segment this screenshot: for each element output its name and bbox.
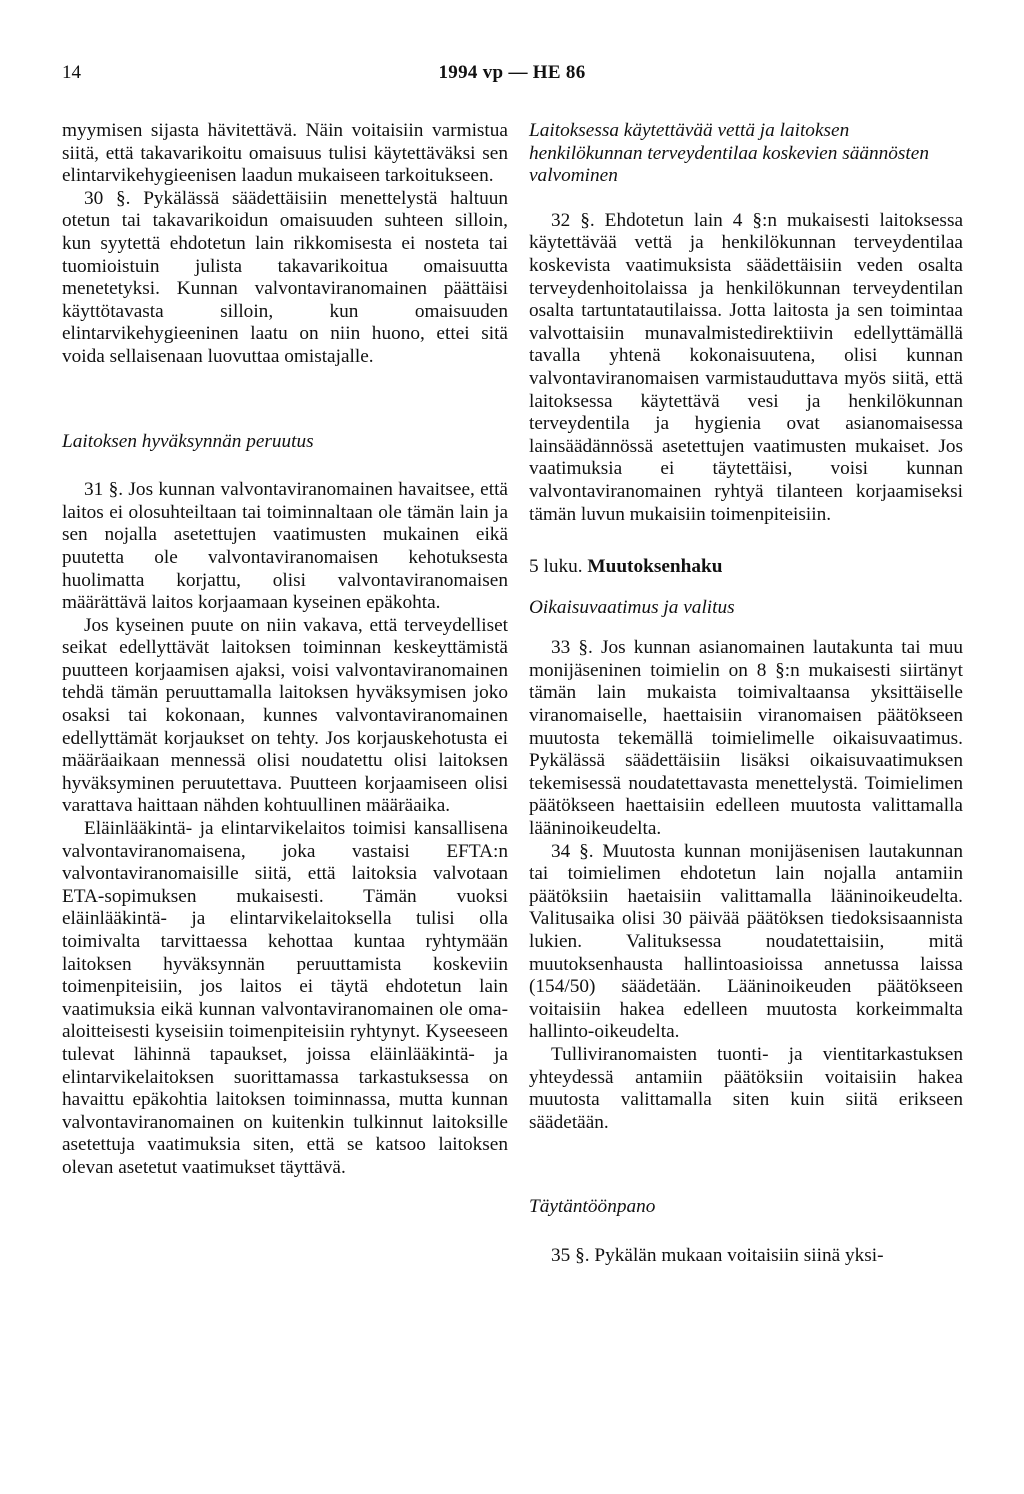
paragraph: Eläinlääkintä- ja elintarvikelaitos toimisi kansallisena valvontaviranomaisena, joka vastaisi EFTA:n valvontaviranomaisille siitä, että laitoksia valvotaan ETA-sopimuksen mukaisesti. Tämän vuoksi eläinlääkintä- ja elintarvikelaitoksella tulisi olla toimivalta tarvittaessa kehottaa kuntaa ryhtymään laitoksen hyväksynnän peruuttamista koskeviin toimenpiteisiin, jos laitos ei täytä ehdotetun lain vaatimuksia eikä kunnan valvontaviranomainen ole oma-aloitteisesti kyseisiin toimenpiteisiin ryhtynyt. Kyseeseen tulevat lähinnä tapaukset, joissa eläinlääkintä- ja elintarvikelaitoksen suorittamassa tarkastuksessa on havaittu epäkohtia laitoksen toiminnassa, mutta kunnan valvontaviranomainen on kuitenkin tulkinnut laitoksille asetettuja vaatimuksia siten, että se katsoo laitoksen olevan asetetut vaatimukset täyttävä. xyxy=(62,818,508,1178)
paragraph: Tulliviranomaisten tuonti- ja vientitarkastuksen yhteydessä antamiin päätöksiin voitaisiin hakea muutosta valittamalla siten kuin siitä erikseen säädetään. xyxy=(529,1043,963,1133)
paragraph: 35 §. Pykälän mukaan voitaisiin siinä yksi- xyxy=(551,1244,884,1266)
running-head: 1994 vp — HE 86 xyxy=(438,62,586,83)
right-column xyxy=(529,120,963,1268)
page-number: 14 xyxy=(62,62,81,83)
section-heading: Laitoksessa käytettävää vettä ja laitoksen henkilökunnan terveydentilaa koskevien säännösten valvominen xyxy=(529,120,929,187)
paragraph: myymisen sijasta hävitettävä. Näin voitaisiin varmistua siitä, että takavarikoitu omaisuus tulisi käytettäväksi sen elintarvikehygieenisen laadun mukaiseen tarkoitukseen. xyxy=(62,120,508,187)
chapter-heading xyxy=(529,556,963,579)
paragraph: 32 §. Ehdotetun lain 4 §:n mukaisesti laitoksessa käytettävää vettä ja henkilökunnan terveydentilaa koskevista vaatimuksista säädettäisiin veden osalta terveydenhoitolaissa ja henkilökunnan terveydentilan osalta tartuntatautilaissa. Jotta laitosta ja sen toimintaa valvottaisiin munavalmistedirektiivin edellyttämällä tavalla yhtenä kokonaisuutena, olisi kunnan valvontaviranomaisen varmistauduttava myös siitä, että laitoksessa käytettävä vesi ja henkilökunnan terveydentila ja hygienia ovat asianomaisessa lainsäädännössä asetettujen vaatimusten mukaiset. Jos vaatimuksia ei täytettäisi, voisi kunnan valvontaviranomainen ryhtyä tilanteen korjaamiseksi tämän luvun mukaisiin toimenpiteisiin. xyxy=(529,209,963,525)
chapter-title: Muutoksenhaku xyxy=(587,556,723,578)
chapter-number: 5 luku. xyxy=(529,556,583,578)
section-heading: Oikaisuvaatimus ja valitus xyxy=(529,596,735,618)
paragraph: 33 §. Jos kunnan asianomainen lautakunta tai muu monijäseninen toimielin on 8 §:n mukaisesti siirtänyt tämän lain mukaista toimivaltaansa yksittäiselle viranomaiselle, haettaisiin viranomaisen päätökseen muutosta tekemällä toimielimelle oikaisuvaatimus. Pykälässä säädettäisiin lisäksi oikaisuvaatimuksen tekemisessä noudatettavasta menettelystä. Toimielimen päätökseen haettaisiin edelleen muutosta valittamalla lääninoikeudelta. xyxy=(529,637,963,840)
paragraph: 31 §. Jos kunnan valvontaviranomainen havaitsee, että laitos ei olosuhteiltaan tai toiminnaltaan ole tämän lain ja sen nojalla asetettujen vaatimusten mukainen eikä puutetta ole valvontaviranomaisen kehotuksesta huolimatta korjattu, olisi valvontaviranomaisen määrättävä laitos korjaamaan kyseinen epäkohta. xyxy=(62,479,508,614)
left-column xyxy=(62,120,508,1180)
section-heading: Laitoksen hyväksynnän peruutus xyxy=(62,430,314,452)
paragraph: 30 §. Pykälässä säädettäisiin menettelystä haltuun otetun tai takavarikoidun omaisuuden suhteen silloin, kun syytettä ehdotetun lain rikkomisesta ei nosteta tai tuomioistuin julista takavarikoitua omaisuutta menetetyksi. Kunnan valvontaviranomainen päättäisi käyttötavasta silloin, kun omaisuuden elintarvikehygieeninen laatu on niin huono, ettei sitä voida sellaisenaan luovuttaa omistajalle. xyxy=(62,187,508,367)
section-heading: Täytäntöönpano xyxy=(529,1196,656,1218)
paragraph: Jos kyseinen puute on niin vakava, että terveydelliset seikat edellyttävät laitoksen toiminnan keskeyttämistä puutteen korjaamisen ajaksi, voisi valvontaviranomainen tehdä tämän peruuttamalla laitoksen hyväksymisen joko osaksi tai kokonaan, kunnes valvontaviranomainen edellyttämät korjaukset on tehty. Jos korjauskehotusta ei määräaikaan mennessä olisi noudatettu olisi laitoksen hyväksyminen peruutettava. Puutteen korjaamiseen olisi varattava haittaan nähden kohtuullinen määräaika. xyxy=(62,614,508,817)
paragraph: 34 §. Muutosta kunnan monijäsenisen lautakunnan tai toimielimen ehdotetun lain nojalla antamiin päätöksiin haetaisiin valittamalla lääninoikeudelta. Valitusaika olisi 30 päivää päätöksen tiedoksisaannista lukien. Valituksessa noudatettaisiin, mitä muutoksenhausta hallintoasioissa annetussa laissa (154/50) säädetään. Lääninoikeuden päätökseen voitaisiin hakea edelleen muutosta korkeimmalta hallinto-oikeudelta. xyxy=(529,840,963,1043)
